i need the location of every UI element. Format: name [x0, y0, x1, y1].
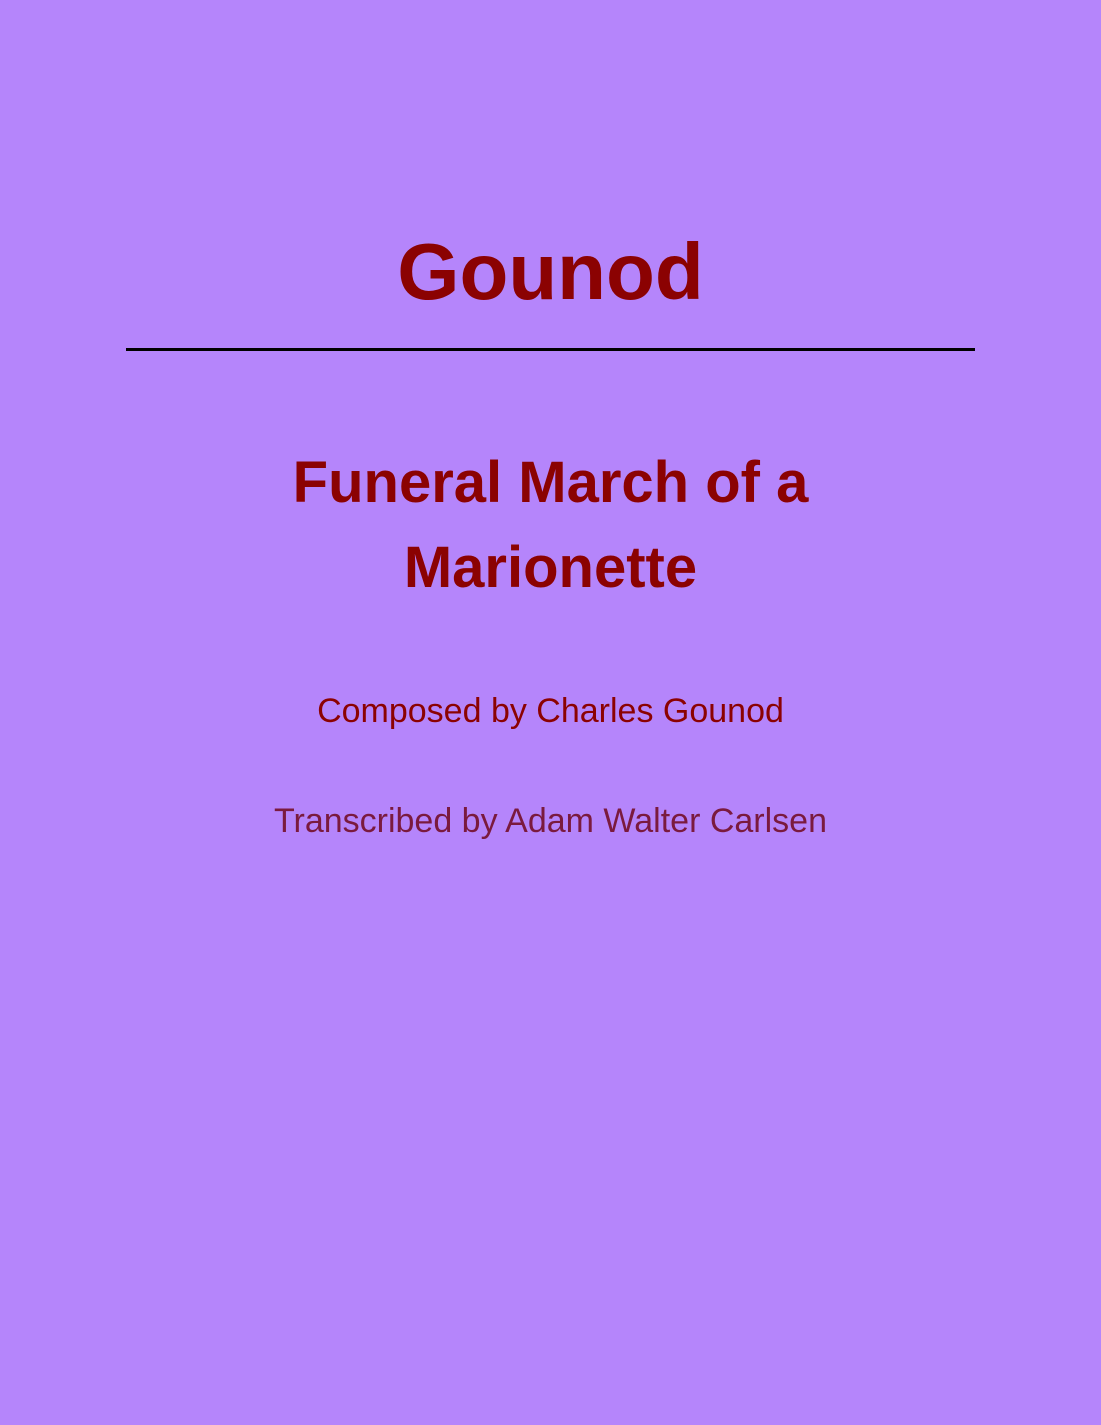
- composed-by-credit: Composed by Charles Gounod: [317, 692, 784, 730]
- composer-heading: Gounod: [397, 227, 704, 316]
- page-title: Funeral March of a Marionette: [292, 450, 809, 601]
- transcribed-by-credit: Transcribed by Adam Walter Carlsen: [273, 802, 827, 840]
- title-divider-rule: [126, 348, 975, 351]
